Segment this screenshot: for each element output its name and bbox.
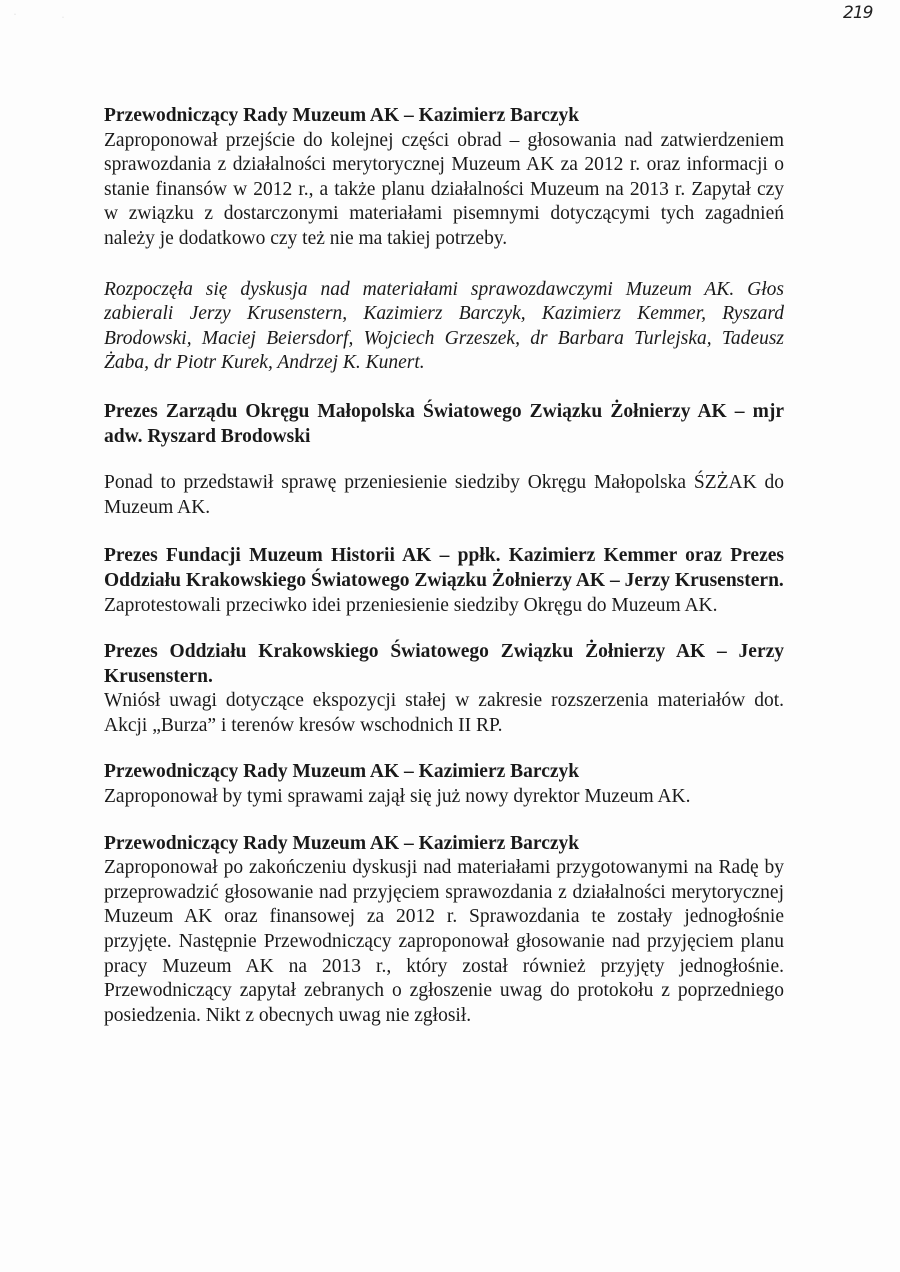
section-barczyk-2 <box>104 760 784 809</box>
section-heading: Prezes Zarządu Okręgu Małopolska Światowego Związku Żołnierzy AK – mjr adw. Ryszard Brodowski <box>104 400 784 447</box>
section-barczyk-3 <box>104 832 784 1029</box>
section-text: Zaproponował po zakończeniu dyskusji nad materiałami przygotowanymi na Radę by przeprowadzić głosowanie nad przyjęciem sprawozdania z działalności merytorycznej Muzeum AK oraz finansowej za 2012 r. Sprawozdania te zostały jednogłośnie przyjęte. Następnie Przewodniczący zaproponował głosowanie nad przyjęciem planu pracy Muzeum AK na 2013 r., który został również przyjęty jednogłośnie. Przewodniczący zapytał zebranych o zgłoszenie uwag do protokołu z poprzedniego posiedzenia. Nikt z obecnych uwag nie zgłosił. <box>104 857 784 1026</box>
section-heading: Prezes Oddziału Krakowskiego Światowego Związku Żołnierzy AK – Jerzy Krusenstern. <box>104 641 784 687</box>
document-body <box>104 104 784 1050</box>
section-krusenstern <box>104 640 784 738</box>
scan-speck: · <box>14 12 16 18</box>
section-text: Zaprotestowali przeciwko idei przeniesienie siedziby Okręgu do Muzeum AK. <box>104 594 718 616</box>
page-number: 219 <box>843 3 873 23</box>
section-heading: Przewodniczący Rady Muzeum AK – Kazimierz Barczyk <box>104 761 580 783</box>
section-kemmer-krusenstern <box>104 544 784 618</box>
section-text: Zaproponował przejście do kolejnej części obrad – głosowania nad zatwierdzeniem sprawozdania z działalności merytorycznej Muzeum AK za 2012 r. oraz informacji o stanie finansów w 2012 r., a także planu działalności Muzeum na 2013 r. Zapytał czy w związku z dostarczonymi materiałami pisemnymi dotyczącymi tych zagadnień należy je dodatkowo czy też nie ma takiej potrzeby. <box>104 129 784 249</box>
section-heading: Przewodniczący Rady Muzeum AK – Kazimierz Barczyk <box>104 832 580 854</box>
section-text: Zaproponował by tymi sprawami zajął się już nowy dyrektor Muzeum AK. <box>104 786 691 808</box>
discussion-text: Rozpoczęła się dyskusja nad materiałami sprawozdawczymi Muzeum AK. Głos zabierali Jerzy Krusenstern, Kazimierz Barczyk, Kazimierz Kemmer, Ryszard Brodowski, Maciej Beiersdorf, Wojciech Grzeszek, dr Barbara Turlejska, Tadeusz Żaba, dr Piotr Kurek, Andrzej K. Kunert. <box>104 278 784 374</box>
section-brodowski <box>104 400 784 520</box>
section-discussion <box>104 278 784 376</box>
section-heading: Przewodniczący Rady Muzeum AK – Kazimierz Barczyk <box>104 105 580 126</box>
section-text: Wniósł uwagi dotyczące ekspozycji stałej w zakresie rozszerzenia materiałów dot. Akcji „Burza” i terenów kresów wschodnich II RP. <box>104 690 784 736</box>
section-text: Ponad to przedstawił sprawę przeniesienie siedziby Okręgu Małopolska ŚZŻAK do Muzeum AK. <box>104 472 784 518</box>
section-heading: Prezes Fundacji Muzeum Historii AK – ppłk. Kazimierz Kemmer oraz Prezes Oddziału Krakowskiego Światowego Związku Żołnierzy AK – Jerzy Krusenstern. <box>104 545 784 591</box>
scan-speck: · <box>62 15 64 21</box>
section-barczyk-1 <box>104 104 784 252</box>
